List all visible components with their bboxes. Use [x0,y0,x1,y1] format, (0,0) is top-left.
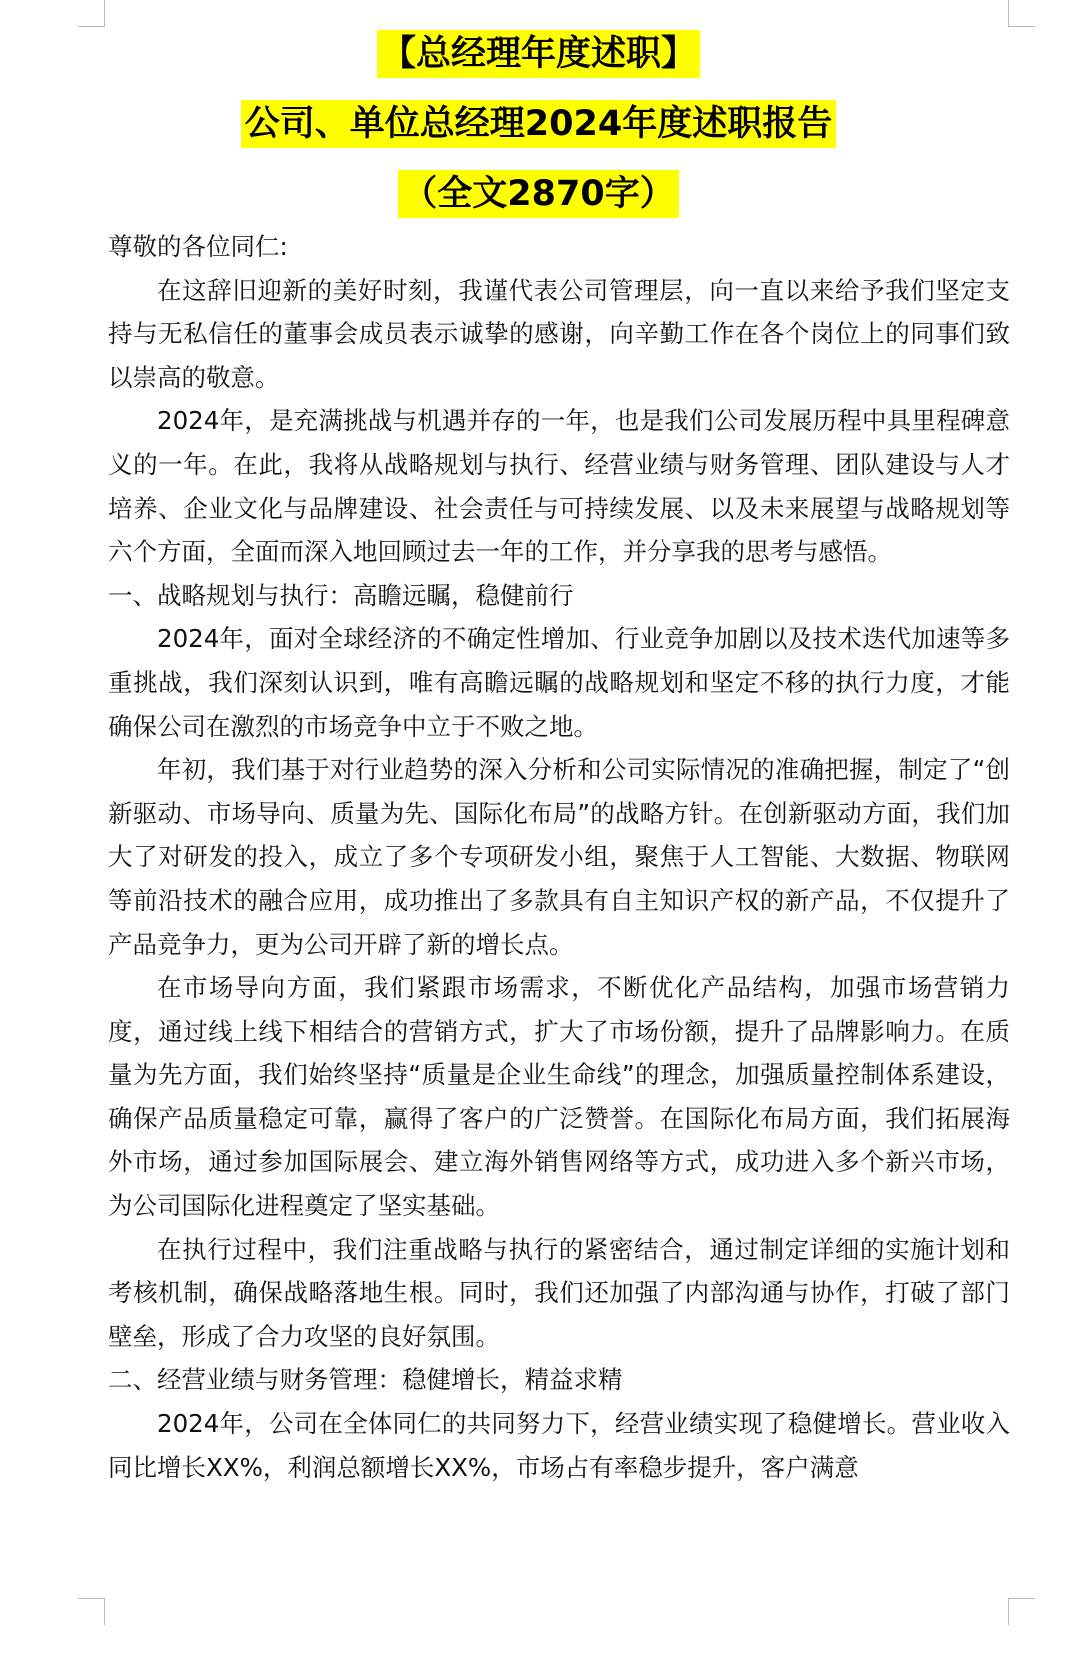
document-body [108,225,1010,1489]
document-header [0,30,1077,218]
paragraph-3: 2024年，面对全球经济的不确定性增加、行业竞争加剧以及技术迭代加速等多重挑战，我们深刻认识到，唯有高瞻远瞩的战略规划和坚定不移的执行力度，才能确保公司在激烈的市场竞争中立于不败之地。 [108,624,1010,741]
paragraph-1: 在这辞旧迎新的美好时刻，我谨代表公司管理层，向一直以来给予我们坚定支持与无私信任的董事会成员表示诚挚的感谢，向辛勤工作在各个岗位上的同事们致以崇高的敬意。 [108,275,1010,392]
word-count: （全文2870字） [398,170,678,218]
header-label: 【总经理年度述职】 [377,30,700,78]
header-title-line [0,100,1077,148]
paragraph-2: 2024年，是充满挑战与机遇并存的一年，也是我们公司发展历程中具里程碑意义的一年。在此，我将从战略规划与执行、经营业绩与财务管理、团队建设与人才培养、企业文化与品牌建设、社会责任与可持续发展、以及未来展望与战略规划等六个方面，全面而深入地回顾过去一年的工作，并分享我的思考与感悟。 [108,406,1010,567]
paragraph-4: 年初，我们基于对行业趋势的深入分析和公司实际情况的准确把握，制定了“创新驱动、市场导向、质量为先、国际化布局”的战略方针。在创新驱动方面，我们加大了对研发的投入，成立了多个专项研发小组，聚焦于人工智能、大数据、物联网等前沿技术的融合应用，成功推出了多款具有自主知识产权的新产品，不仅提升了产品竞争力，更为公司开辟了新的增长点。 [108,755,1010,959]
document-title: 公司、单位总经理2024年度述职报告 [241,100,836,148]
section-2-heading: 二、经营业绩与财务管理：稳健增长，精益求精 [108,1365,623,1395]
header-label-line [0,30,1077,78]
page-corner-mark-bottom-right [1008,1598,1035,1625]
section-1-heading: 一、战略规划与执行：高瞻远瞩，稳健前行 [108,580,574,610]
paragraph-6: 在执行过程中，我们注重战略与执行的紧密结合，通过制定详细的实施计划和考核机制，确保战略落地生根。同时，我们还加强了内部沟通与协作，打破了部门壁垒，形成了合力攻坚的良好氛围。 [108,1234,1010,1351]
header-word-count-line [0,170,1077,218]
greeting: 尊敬的各位同仁: [108,232,288,261]
paragraph-5: 在市场导向方面，我们紧跟市场需求，不断优化产品结构，加强市场营销力度，通过线上线下相结合的营销方式，扩大了市场份额，提升了品牌影响力。在质量为先方面，我们始终坚持“质量是企业生命线”的理念，加强质量控制体系建设，确保产品质量稳定可靠，赢得了客户的广泛赞誉。在国际化布局方面，我们拓展海外市场，通过参加国际展会、建立海外销售网络等方式，成功进入多个新兴市场，为公司国际化进程奠定了坚实基础。 [108,973,1010,1221]
page-corner-mark-top-left [78,0,105,27]
paragraph-7: 2024年，公司在全体同仁的共同努力下，经营业绩实现了稳健增长。营业收入同比增长XX%，利润总额增长XX%，市场占有率稳步提升，客户满意 [108,1409,1010,1482]
page-corner-mark-bottom-left [78,1598,105,1625]
page-corner-mark-top-right [1008,0,1035,27]
